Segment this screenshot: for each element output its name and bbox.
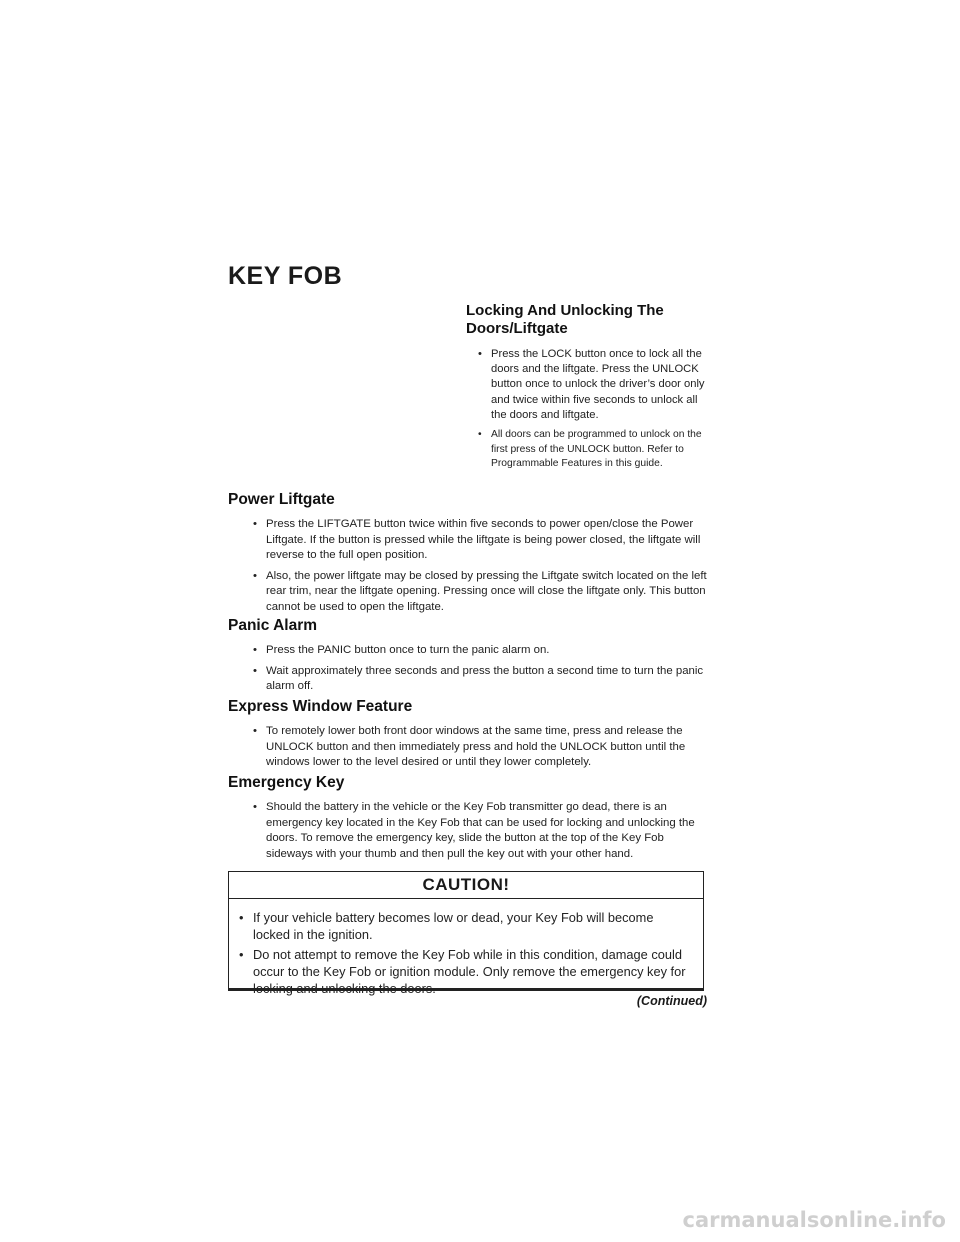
caution-list bbox=[239, 909, 691, 997]
panic-alarm-section bbox=[228, 617, 710, 700]
page-title: KEY FOB bbox=[228, 262, 343, 290]
continued-label: (Continued) bbox=[636, 994, 707, 1008]
locking-section bbox=[466, 302, 710, 477]
panic-alarm-heading: Panic Alarm bbox=[228, 617, 318, 634]
list-item: • Press the PANIC button once to turn the panic alarm on. bbox=[253, 643, 710, 659]
list-item: • Press the LOCK button once to lock all the doors and the liftgate. Press the UNLOCK button once to unlock the driver’s door only and twice within five seconds to unlock all the doors and liftgate. bbox=[478, 347, 710, 423]
locking-list bbox=[478, 347, 710, 472]
locking-heading bbox=[466, 302, 710, 338]
emergency-key-list bbox=[253, 800, 710, 862]
emergency-key-section bbox=[228, 774, 710, 867]
locking-heading-line1: Locking And Unlocking The bbox=[466, 302, 664, 319]
locking-heading-line2: Doors/Liftgate bbox=[466, 320, 568, 337]
caution-title: CAUTION! bbox=[229, 872, 703, 899]
watermark: carmanualsonline.info bbox=[682, 1208, 946, 1232]
list-item: • Should the battery in the vehicle or the Key Fob transmitter go dead, there is an emergency key located in the Key Fob that can be used for locking and unlocking the doors. To remove the emergency key, slide the button at the top of the Key Fob sideways with your thumb and then pull the key out with your other hand. bbox=[253, 800, 710, 862]
express-window-heading: Express Window Feature bbox=[228, 698, 413, 715]
list-item: • Also, the power liftgate may be closed by pressing the Liftgate switch located on the left rear trim, near the liftgate opening. Pressing once will close the liftgate only. This button cannot be used to open the liftgate. bbox=[253, 569, 710, 616]
power-liftgate-list bbox=[253, 517, 710, 615]
caution-box bbox=[228, 871, 704, 996]
express-window-section bbox=[228, 698, 710, 776]
emergency-key-heading: Emergency Key bbox=[228, 774, 345, 791]
list-item: • Wait approximately three seconds and press the button a second time to turn the panic alarm off. bbox=[253, 664, 710, 695]
list-item: • If your vehicle battery becomes low or dead, your Key Fob will become locked in the ignition. bbox=[239, 909, 691, 943]
panic-alarm-list bbox=[253, 643, 710, 695]
express-window-list bbox=[253, 724, 710, 771]
list-item: • To remotely lower both front door windows at the same time, press and release the UNLOCK button and then immediately press and hold the UNLOCK button until the windows lower to the level desired or until they lower completely. bbox=[253, 724, 710, 771]
list-item: • All doors can be programmed to unlock on the first press of the UNLOCK button. Refer to Programmable Features in this guide. bbox=[478, 428, 710, 472]
power-liftgate-heading: Power Liftgate bbox=[228, 491, 335, 508]
list-item: • Press the LIFTGATE button twice within five seconds to power open/close the Power Liftgate. If the button is pressed while the liftgate is being power closed, the liftgate will reverse to the full open position. bbox=[253, 517, 710, 564]
power-liftgate-section bbox=[228, 491, 710, 620]
list-item: • Do not attempt to remove the Key Fob while in this condition, damage could occur to the Key Fob or ignition module. Only remove the emergency key for locking and unlocking the doors. bbox=[239, 946, 691, 997]
